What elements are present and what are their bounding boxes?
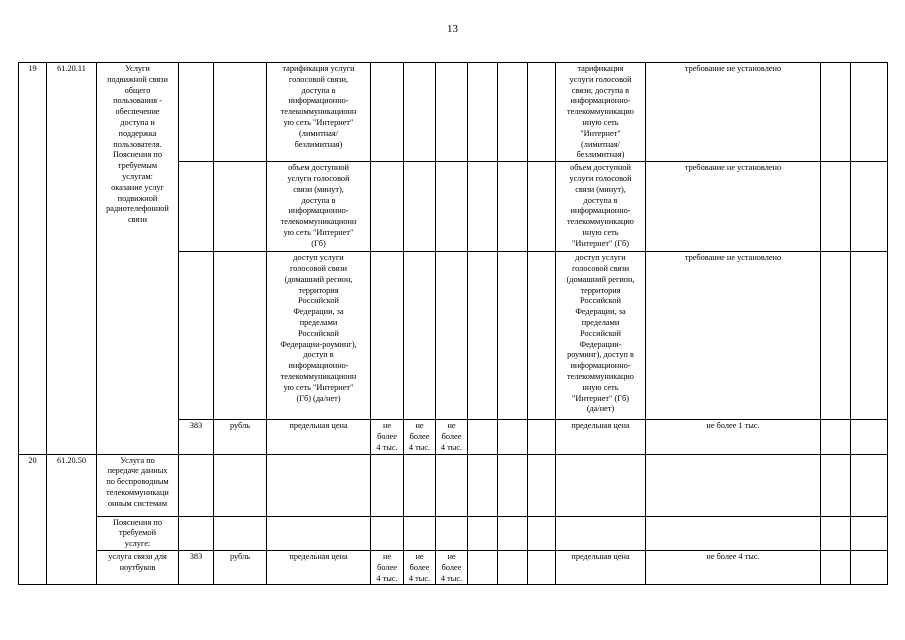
empty-cell [821, 516, 851, 550]
customer-characteristic-name: тарификация услуги голосовой связи, доступа в информационно- телекоммуникацио нную сеть "Интернет" (лимитная/ безлимитная) [556, 63, 646, 162]
empty-cell [556, 516, 646, 550]
table-row [19, 516, 888, 550]
empty-cell [404, 454, 436, 516]
empty-cell [267, 454, 371, 516]
customer-characteristic-name: доступ услуги голосовой связи (домашний регион, территория Российской Федерации, за пределами Российской Федерации- роуминг), доступ в информационно- телекоммуникацио нную сеть "Интернет" (Гб) (да/нет) [556, 252, 646, 420]
empty-cell [371, 252, 404, 420]
characteristic-name: объем доступной услуги голосовой связи (минут), доступа в информационно- телекоммуникационн ую сеть "Интернет" (Гб) [267, 162, 371, 252]
empty-cell [468, 162, 498, 252]
okei-code-cell [179, 63, 214, 162]
okei-code: 383 [179, 420, 214, 454]
price-characteristic: предельная цена [267, 550, 371, 584]
empty-cell [468, 252, 498, 420]
empty-cell [498, 550, 528, 584]
empty-cell [404, 63, 436, 162]
okei-code-cell [179, 162, 214, 252]
item-number: 20 [19, 454, 47, 585]
empty-cell [404, 252, 436, 420]
price-limit: не более 4 тыс. [436, 550, 468, 584]
service-name: услуга связи для ноутбуков [97, 550, 179, 584]
characteristic-name: доступ услуги голосовой связи (домашний регион, территория Российской Федерации, за пределами Российской Федерации-роуминг), доступ в информационно- телекоммуникационн ую сеть "Интернет" (Гб) (да/нет) [267, 252, 371, 420]
empty-cell [436, 162, 468, 252]
customer-price-characteristic: предельная цена [556, 550, 646, 584]
empty-cell [851, 516, 888, 550]
empty-cell [851, 63, 888, 162]
item-name: Услуга по передаче данных по беспроводным телекоммуникаци онным системам [97, 454, 179, 516]
table-row [19, 550, 888, 584]
customer-price-characteristic: предельная цена [556, 420, 646, 454]
empty-cell [214, 516, 267, 550]
empty-cell [468, 550, 498, 584]
empty-cell [851, 550, 888, 584]
empty-cell [528, 252, 556, 420]
empty-cell [821, 252, 851, 420]
empty-cell [404, 516, 436, 550]
empty-cell [498, 63, 528, 162]
empty-cell [498, 162, 528, 252]
empty-cell [821, 162, 851, 252]
item-code: 61.20.11 [47, 63, 97, 455]
procurement-table [18, 62, 888, 585]
empty-cell [821, 63, 851, 162]
customer-characteristic-name: объем доступной услуги голосовой связи (минут), доступа в информационно- телекоммуникацио нную сеть "Интернет" (Гб) [556, 162, 646, 252]
empty-cell [498, 252, 528, 420]
empty-cell [179, 516, 214, 550]
item-name: Услуги подвижной связи общего пользования - обеспечение доступа и поддержка пользователя. Пояснения по требуемым услугам: оказание услуг подвижной радиотелефонной связи [97, 63, 179, 455]
empty-cell [404, 162, 436, 252]
page-number: 13 [447, 23, 458, 35]
empty-cell [436, 252, 468, 420]
empty-cell [851, 252, 888, 420]
empty-cell [528, 420, 556, 454]
empty-cell [436, 516, 468, 550]
empty-cell [468, 420, 498, 454]
item-code: 61.20.50 [47, 454, 97, 585]
characteristic-value: требование не установлено [646, 63, 821, 162]
empty-cell [528, 454, 556, 516]
characteristic-value: требование не установлено [646, 252, 821, 420]
price-value: не более 4 тыс. [646, 550, 821, 584]
empty-cell [267, 516, 371, 550]
empty-cell [528, 162, 556, 252]
empty-cell [556, 454, 646, 516]
empty-cell [371, 516, 404, 550]
empty-cell [821, 454, 851, 516]
okei-code-cell [179, 252, 214, 420]
unit-cell [214, 63, 267, 162]
unit-name: рубль [214, 420, 267, 454]
price-limit: не более 4 тыс. [371, 550, 404, 584]
empty-cell [528, 516, 556, 550]
empty-cell [851, 162, 888, 252]
characteristic-value: требование не установлено [646, 162, 821, 252]
price-value: не более 1 тыс. [646, 420, 821, 454]
empty-cell [371, 63, 404, 162]
empty-cell [436, 63, 468, 162]
price-limit: не более 4 тыс. [404, 420, 436, 454]
unit-cell [214, 252, 267, 420]
empty-cell [528, 550, 556, 584]
unit-cell [214, 162, 267, 252]
price-limit: не более 4 тыс. [436, 420, 468, 454]
table-row [19, 63, 888, 162]
empty-cell [821, 420, 851, 454]
empty-cell [498, 454, 528, 516]
item-note: Пояснения по требуемой услуге: [97, 516, 179, 550]
empty-cell [498, 420, 528, 454]
empty-cell [468, 516, 498, 550]
empty-cell [646, 516, 821, 550]
characteristic-name: тарификация услуги голосовой связи, доступа в информационно- телекоммуникационн ую сеть "Интернет" (лимитная/ безлимитная) [267, 63, 371, 162]
okei-code: 383 [179, 550, 214, 584]
empty-cell [498, 516, 528, 550]
empty-cell [179, 454, 214, 516]
empty-cell [371, 454, 404, 516]
table-row [19, 454, 888, 516]
price-limit: не более 4 тыс. [404, 550, 436, 584]
empty-cell [851, 420, 888, 454]
unit-name: рубль [214, 550, 267, 584]
empty-cell [371, 162, 404, 252]
price-limit: не более 4 тыс. [371, 420, 404, 454]
empty-cell [528, 63, 556, 162]
empty-cell [851, 454, 888, 516]
empty-cell [821, 550, 851, 584]
empty-cell [436, 454, 468, 516]
item-number: 19 [19, 63, 47, 455]
empty-cell [214, 454, 267, 516]
empty-cell [468, 454, 498, 516]
price-characteristic: предельная цена [267, 420, 371, 454]
empty-cell [468, 63, 498, 162]
empty-cell [646, 454, 821, 516]
